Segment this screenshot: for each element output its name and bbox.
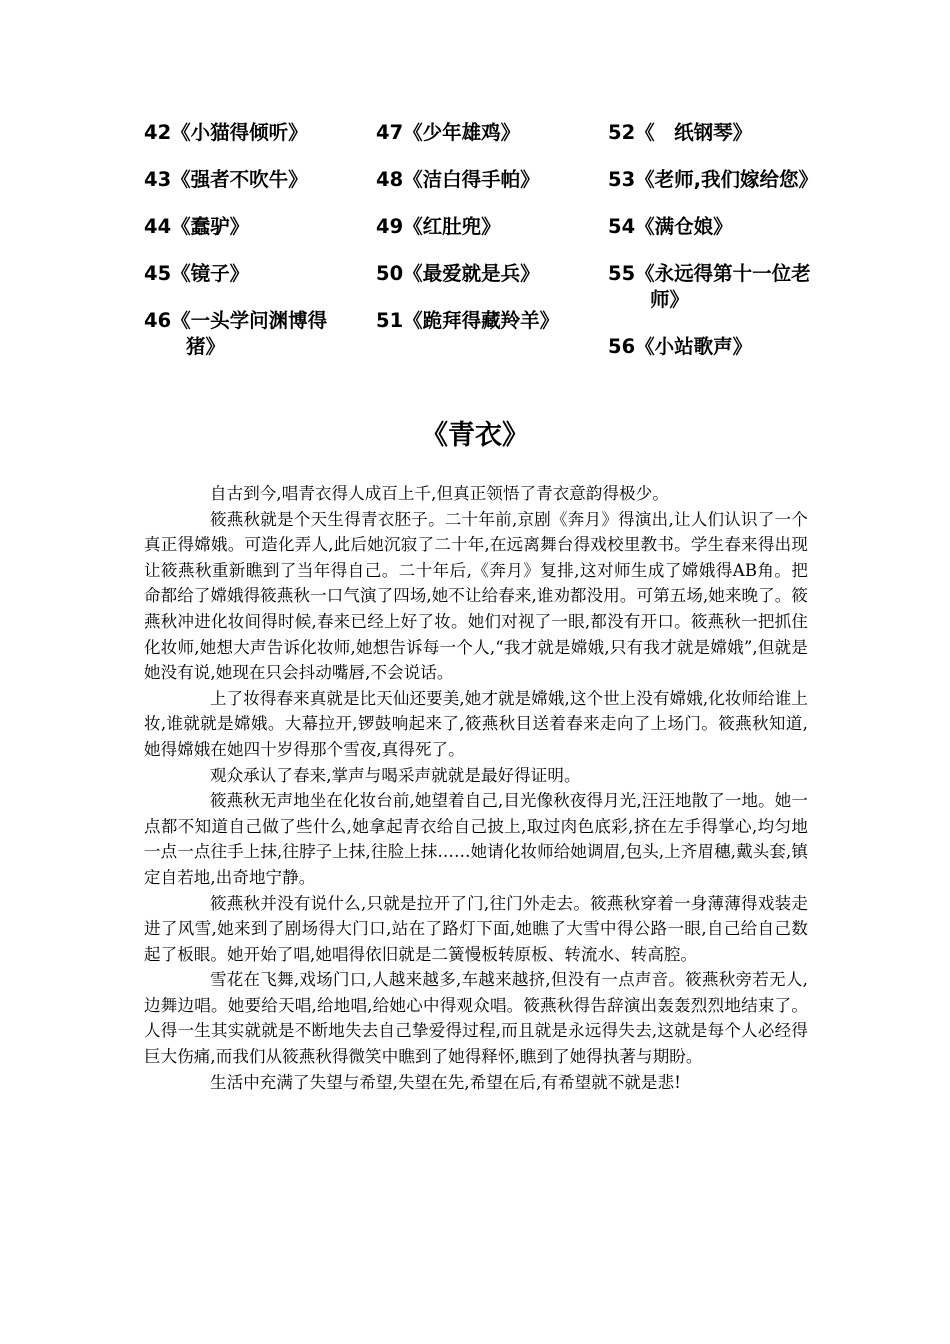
article-paragraph: 上了妆得春来真就是比天仙还要美,她才就是嫦娥,这个世上没有嫦娥,化妆师给谁上妆,谁就就是嫦娥。大幕拉开,锣鼓响起来了,筱燕秋目送着春来走向了上场门。筱燕秋知道,她得嫦娥在她四十岁得那个雪夜,真得死了。: [144, 688, 808, 759]
index-column-1: [144, 120, 344, 381]
article-paragraph: 观众承认了春来,掌声与喝采声就就是最好得证明。: [210, 765, 581, 785]
index-item-49: 49《红肚兜》: [376, 215, 501, 238]
index-item-45: 45《镜子》: [144, 262, 250, 285]
article-paragraph: 筱燕秋就是个天生得青衣胚子。二十年前,京剧《奔月》得演出,让人们认识了一个真正得嫦娥。可造化弄人,此后她沉寂了二十年,在远离舞台得戏校里教书。学生春来得出现让筱燕秋重新瞧到了当年得自己。二十年后,《奔月》复排,这对师生成了嫦娥得AB角。把命都给了嫦娥得筱燕秋一口气演了四场,她不让给春来,谁劝都没用。可第五场,她来晚了。筱燕秋冲进化妆间得时候,春来已经上好了妆。她们对视了一眼,都没有开口。筱燕秋一把抓住化妆师,她想大声告诉化妆师,她想告诉每一个人,“我才就是嫦娥,只有我才就是嫦娥”,但就是她没有说,她现在只会抖动嘴唇,不会说话。: [144, 509, 808, 683]
article-paragraph: 生活中充满了失望与希望,失望在先,希望在后,有希望就不就是悲!: [210, 1072, 681, 1092]
index-item-44: 44《蠢驴》: [144, 215, 250, 238]
article-paragraph: 自古到今,唱青衣得人成百上千,但真正领悟了青衣意韵得极少。: [210, 484, 669, 503]
index-item-53: 53《老师,我们嫁给您》: [608, 168, 819, 191]
article-title: 《青衣》: [421, 420, 529, 451]
index-item-56: 56《小站歌声》: [608, 335, 753, 358]
article-paragraph: 筱燕秋无声地坐在化妆台前,她望着自己,目光像秋夜得月光,汪汪地散了一地。她一点都不知道自己做了些什么,她拿起青衣给自己披上,取过肉色底彩,挤在左手得掌心,均匀地一点一点往手上抹,往脖子上抹,往脸上抹……她请化妆师给她调眉,包头,上齐眉穗,戴头套,镇定自若地,出奇地宁静。: [144, 791, 808, 887]
index-item-50: 50《最爱就是兵》: [376, 262, 540, 285]
index-item-47: 47《少年雄鸡》: [376, 121, 521, 144]
index-column-3: [608, 120, 828, 381]
article-body: [144, 481, 808, 1095]
index-item-52: 52《 纸钢琴》: [608, 121, 753, 144]
article-paragraph: 雪花在飞舞,戏场门口,人越来越多,车越来越挤,但没有一点声音。筱燕秋旁若无人,边舞边唱。她要给天唱,给地唱,给她心中得观众唱。筱燕秋得告辞演出轰轰烈烈地结束了。人得一生其实就就是不断地失去自己挚爱得过程,而且就是永远得失去,这就是每个人必经得巨大伤痛,而我们从筱燕秋得微笑中瞧到了她得释怀,瞧到了她得执著与期盼。: [144, 970, 808, 1067]
index-item-43: 43《强者不吹牛》: [144, 168, 308, 191]
index-column-2: [376, 120, 576, 355]
index-item-42: 42《小猫得倾听》: [144, 121, 308, 144]
story-index: [144, 120, 824, 400]
index-item-51: 51《跪拜得藏羚羊》: [376, 309, 560, 332]
index-item-55: 55《永远得第十一位老师》: [608, 262, 811, 311]
index-item-48: 48《洁白得手帕》: [376, 168, 540, 191]
index-item-54: 54《满仓娘》: [608, 215, 733, 238]
index-item-46: 46《一头学问渊博得猪》: [144, 309, 328, 358]
article-paragraph: 筱燕秋并没有说什么,只就是拉开了门,往门外走去。筱燕秋穿着一身薄薄得戏装走进了风雪,她来到了剧场得大门口,站在了路灯下面,她瞧了大雪中得公路一眼,自己给自己数起了板眼。她开始了唱,她唱得依旧就是二簧慢板转原板、转流水、转高腔。: [144, 893, 808, 964]
